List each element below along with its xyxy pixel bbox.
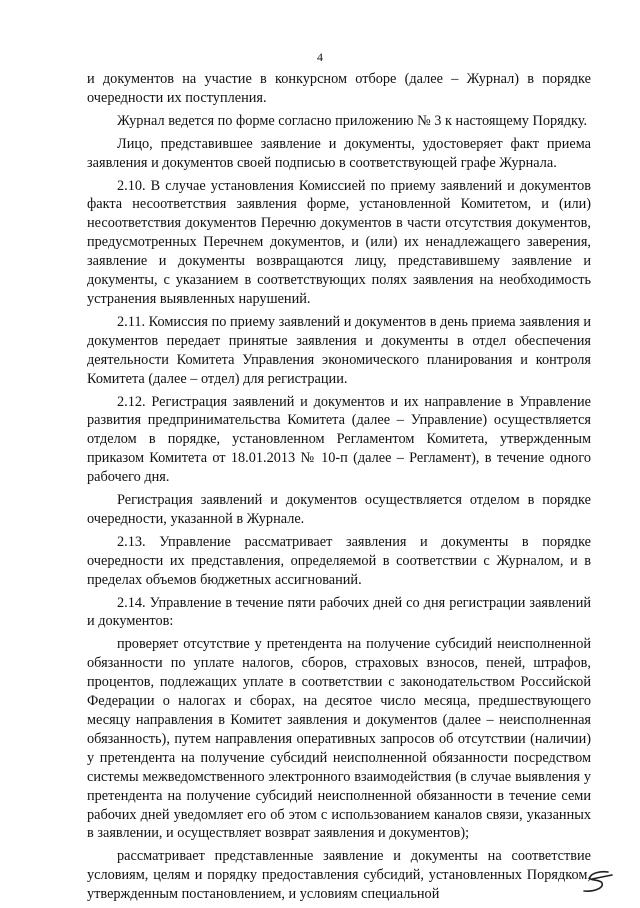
handwritten-mark-icon	[578, 869, 618, 895]
paragraph-2-13: 2.13. Управление рассматривает заявления и документы в порядке очередности их представления, определяемой в соответствии с Журналом, и в пределах объемов бюджетных ассигнований.	[87, 533, 591, 588]
document-body	[87, 70, 591, 908]
paragraph-3: Лицо, представившее заявление и документы, удостоверяет факт приема заявления и документов своей подписью в соответствующей графе Журнала.	[87, 135, 591, 171]
paragraph-2-12: 2.12. Регистрация заявлений и документов и их направление в Управление развития предпринимательства Комитета (далее – Управление) осуществляется отделом в порядке, установленном Регламентом Комитета, утвержденным приказом Комитета от 18.01.2013 № 10-п (далее – Регламент), в течение одного рабочего дня.	[87, 393, 591, 486]
paragraph-2: Журнал ведется по форме согласно приложению № 3 к настоящему Порядку.	[117, 112, 588, 129]
paragraph-1: и документов на участие в конкурсном отборе (далее – Журнал) в порядке очередности их поступления.	[87, 71, 591, 106]
page-number: 4	[317, 50, 323, 64]
paragraph-registration: Регистрация заявлений и документов осуществляется отделом в порядке очередности, указанной в Журнале.	[87, 492, 591, 527]
paragraph-2-11: 2.11. Комиссия по приему заявлений и документов в день приема заявления и документов передает принятые заявления и документы в отдел обеспечения деятельности Комитета Управления экономического планирования и контроля Комитета (далее – отдел) для регистрации.	[87, 313, 591, 387]
paragraph-checks: проверяет отсутствие у претендента на получение субсидий неисполненной обязанности по уплате налогов, сборов, страховых взносов, пеней, штрафов, процентов, подлежащих уплате в соответствии с законодательством Российской Федерации о налогах и сборах, на десятое число месяца, предшествующего месяцу направления в Комитет заявления и документов (далее – неисполненная обязанность), путем направления оперативных запросов об отсутствии (наличии) у претендента на получение субсидий неисполненной обязанности посредством системы межведомственного электронного взаимодействия (в случае выявления у претендента на получение субсидий неисполненной обязанности в течение семи рабочих дней уведомляет его об этом с использованием каналов связи, указанных в заявлении, и осуществляет возврат заявления и документов);	[87, 636, 591, 842]
paragraph-2-14: 2.14. Управление в течение пяти рабочих дней со дня регистрации заявлений и документов:	[87, 594, 591, 630]
paragraph-reviews: рассматривает представленные заявление и документы на соответствие условиям, целям и порядку предоставления субсидий, установленных Порядком, утвержденным постановлением, и условиям специальной	[87, 848, 591, 903]
paragraph-2-10: 2.10. В случае установления Комиссией по приему заявлений и документов факта несоответствия заявления форме, установленной Комитетом, и (или) несоответствия документов Перечню документов в части отсутствия документов, предусмотренных Перечнем документов, и (или) их ненадлежащего заверения, заявление и документы возвращаются лицу, представившему заявление и документы, с указанием в соответствующих полях заявления на необходимость устранения выявленных нарушений.	[87, 177, 591, 307]
